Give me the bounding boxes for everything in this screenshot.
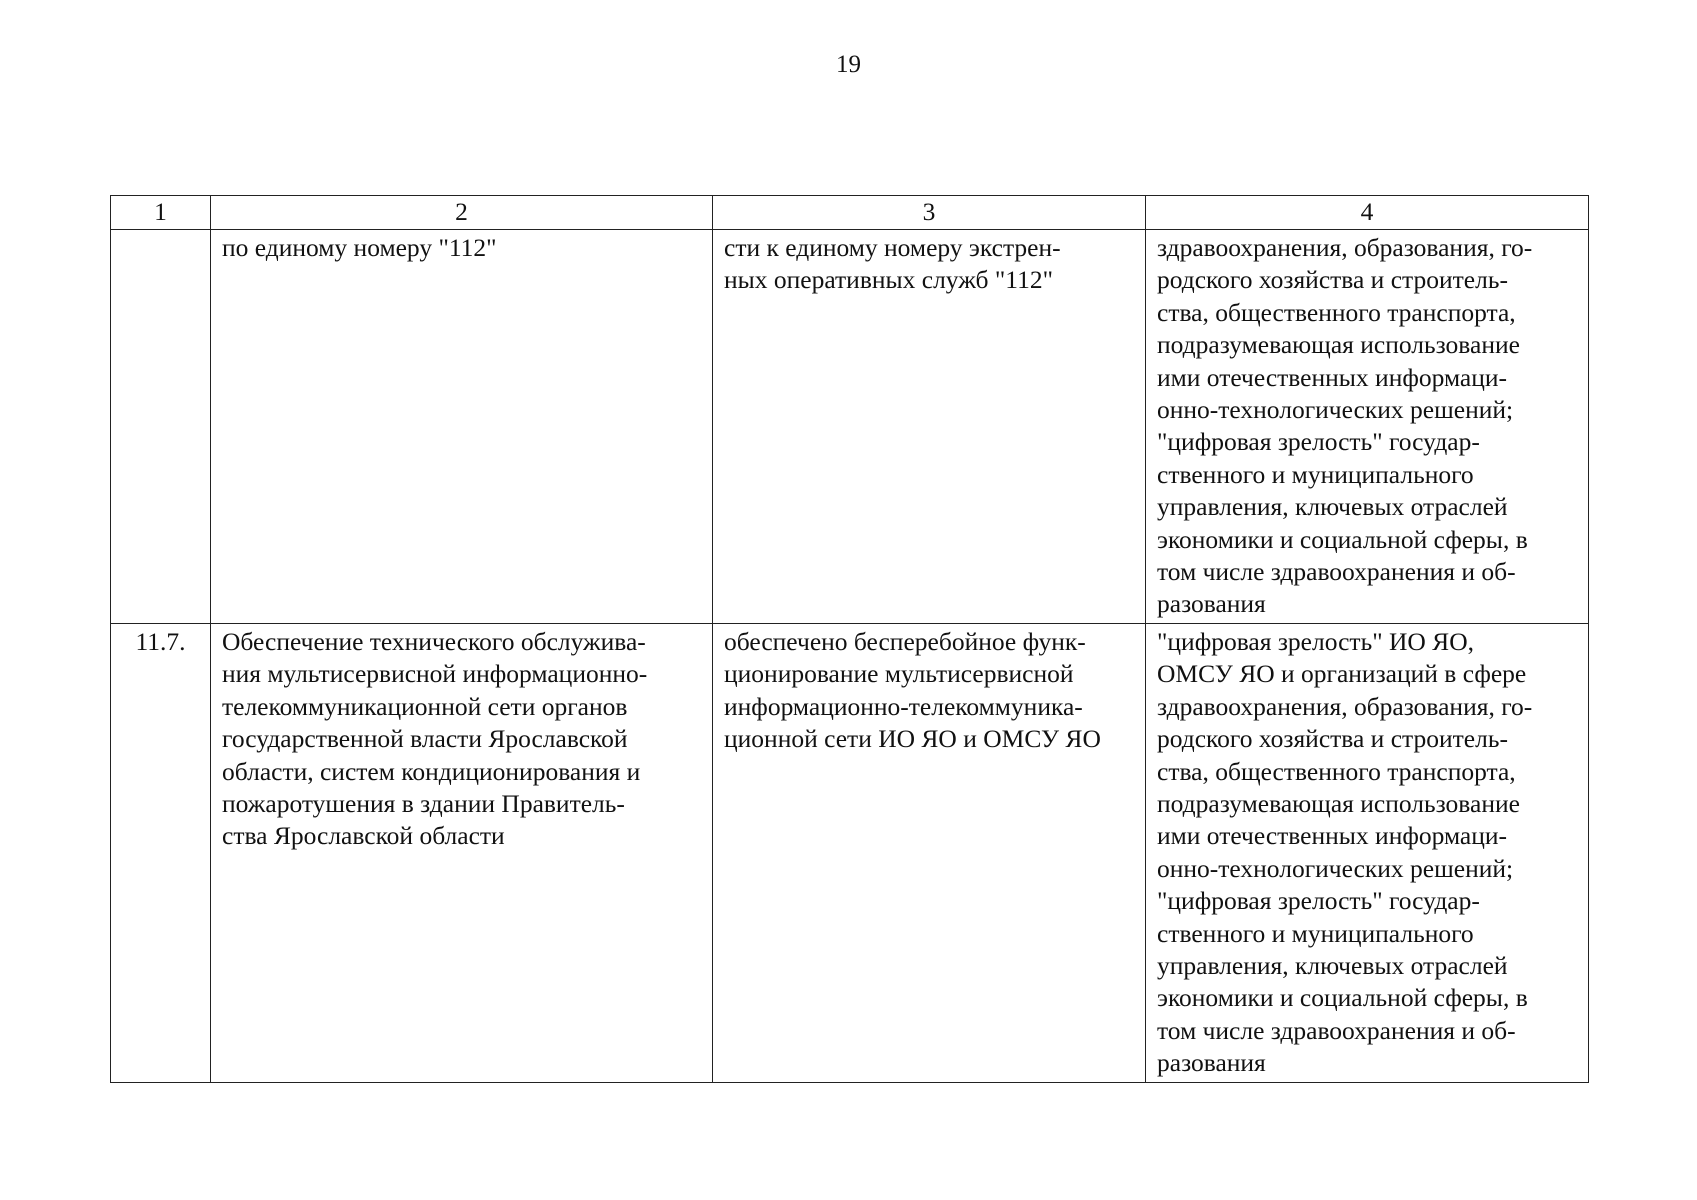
indicator-cell <box>1146 230 1589 624</box>
column-header-1: 1 <box>111 196 211 230</box>
text-line: онно-технологических решений; <box>1157 853 1514 883</box>
text-line: ния мультисервисной информационно- <box>222 659 648 689</box>
text-line: ственного и муниципального <box>1157 459 1474 489</box>
text-line: онно-технологических решений; <box>1157 395 1514 425</box>
text-line: информационно-телекоммуника- <box>724 691 1083 721</box>
text-line: здравоохранения, образования, го- <box>1157 691 1533 721</box>
result-cell <box>713 623 1146 1082</box>
text-line: родского хозяйства и строитель- <box>1157 724 1508 754</box>
text-line: "цифровая зрелость" государ- <box>1157 427 1480 457</box>
text-line: экономики и социальной сферы, в <box>1157 983 1528 1013</box>
text-line: родского хозяйства и строитель- <box>1157 265 1508 295</box>
text-line: разования <box>1157 1048 1266 1078</box>
row-number: 11.7. <box>111 623 211 1082</box>
text-line: по единому номеру "112" <box>222 233 497 262</box>
text-line: обеспечено бесперебойное функ- <box>724 626 1086 656</box>
text-line: пожаротушения в здании Правитель- <box>222 788 625 818</box>
text-line: том числе здравоохранения и об- <box>1157 557 1516 587</box>
column-header-2: 2 <box>211 196 713 230</box>
text-line: разования <box>1157 589 1266 619</box>
page-number: 19 <box>836 51 861 78</box>
text-line: ционирование мультисервисной <box>724 659 1074 689</box>
text-line: ных оперативных служб "112" <box>724 265 1053 295</box>
text-line: телекоммуникационной сети органов <box>222 691 628 721</box>
text-line: "цифровая зрелость" государ- <box>1157 886 1480 916</box>
text-line: ства, общественного транспорта, <box>1157 756 1516 786</box>
row-number <box>111 230 211 624</box>
text-line: подразумевающая использование <box>1157 788 1520 818</box>
text-line: области, систем кондиционирования и <box>222 756 641 786</box>
text-line: ими отечественных информаци- <box>1157 362 1508 392</box>
text-line: экономики и социальной сферы, в <box>1157 524 1528 554</box>
table-row <box>111 623 1589 1082</box>
text-line: Обеспечение технического обслужива- <box>222 626 646 656</box>
text-line: сти к единому номеру экстрен- <box>724 233 1061 262</box>
measure-cell <box>211 230 713 624</box>
text-line: здравоохранения, образования, го- <box>1157 233 1533 262</box>
table-row <box>111 230 1589 624</box>
plan-table <box>110 195 1589 1083</box>
indicator-cell <box>1146 623 1589 1082</box>
text-line: "цифровая зрелость" ИО ЯО, <box>1157 626 1474 656</box>
text-line: ционной сети ИО ЯО и ОМСУ ЯО <box>724 724 1101 754</box>
text-line: ОМСУ ЯО и организаций в сфере <box>1157 659 1527 689</box>
text-line: управления, ключевых отраслей <box>1157 492 1508 522</box>
text-line: том числе здравоохранения и об- <box>1157 1015 1516 1045</box>
text-line: подразумевающая использование <box>1157 330 1520 360</box>
header-row <box>111 196 1589 230</box>
column-header-4: 4 <box>1146 196 1589 230</box>
text-line: ими отечественных информаци- <box>1157 821 1508 851</box>
text-line: государственной власти Ярославской <box>222 724 628 754</box>
text-line: управления, ключевых отраслей <box>1157 950 1508 980</box>
column-header-3: 3 <box>713 196 1146 230</box>
result-cell <box>713 230 1146 624</box>
text-line: ственного и муниципального <box>1157 918 1474 948</box>
measure-cell <box>211 623 713 1082</box>
text-line: ства Ярославской области <box>222 821 505 851</box>
text-line: ства, общественного транспорта, <box>1157 297 1516 327</box>
